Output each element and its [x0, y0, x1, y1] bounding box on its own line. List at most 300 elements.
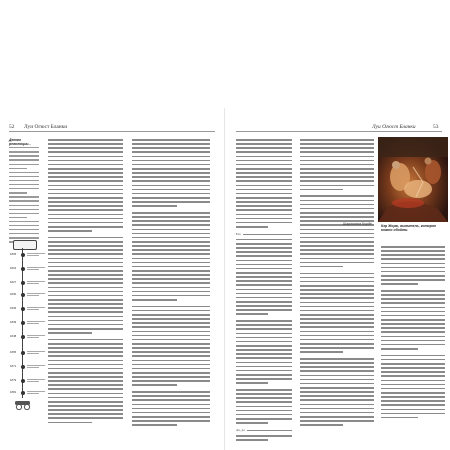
text-line — [236, 389, 292, 391]
text-line — [48, 262, 123, 264]
text-line — [300, 249, 374, 251]
text-line — [381, 271, 445, 273]
text-line — [132, 274, 210, 276]
text-line — [300, 281, 374, 283]
text-line — [236, 222, 292, 224]
text-line — [48, 168, 123, 170]
text-line — [48, 237, 123, 239]
text-line — [132, 185, 210, 187]
text-line — [300, 289, 374, 291]
text-line — [48, 360, 123, 362]
text-line — [132, 253, 210, 255]
left-running-header: Луи Огюст Бланки — [24, 124, 68, 130]
sidebar-text-line — [9, 217, 27, 218]
text-line — [48, 241, 123, 243]
sidebar-text-line — [9, 192, 27, 193]
text-line — [132, 376, 210, 378]
text-line — [381, 250, 445, 252]
text-line — [300, 189, 343, 191]
text-line — [236, 362, 292, 364]
text-line — [48, 147, 123, 149]
sidebar-text-line — [9, 180, 39, 181]
sidebar-title: Детям революции... — [9, 138, 32, 147]
timeline-event — [10, 280, 46, 288]
text-line — [48, 205, 123, 207]
text-line — [236, 251, 292, 253]
text-line — [300, 212, 374, 214]
text-line — [381, 375, 445, 377]
text-line — [48, 164, 123, 166]
text-line — [132, 216, 210, 218]
text-line — [132, 229, 210, 231]
text-line — [300, 245, 374, 247]
text-line — [381, 363, 445, 365]
text-line — [381, 392, 445, 394]
left-page-number: 52 — [9, 124, 15, 130]
text-line — [300, 253, 374, 255]
text-line — [236, 205, 292, 207]
text-line — [48, 320, 123, 322]
text-line — [132, 143, 210, 145]
text-line — [300, 326, 374, 328]
paragraph-lead — [236, 233, 292, 237]
text-line — [132, 322, 210, 324]
text-line — [132, 291, 210, 293]
text-line — [381, 344, 445, 346]
text-line — [132, 224, 210, 226]
text-line — [300, 293, 374, 295]
text-line — [48, 384, 123, 386]
text-line — [48, 316, 123, 318]
text-line — [381, 409, 445, 411]
sidebar-text-line — [9, 225, 39, 226]
text-line — [132, 351, 210, 353]
text-line — [48, 372, 123, 374]
sidebar-text-line — [9, 155, 39, 156]
text-line — [48, 278, 123, 280]
text-line — [48, 307, 123, 309]
text-line — [300, 306, 374, 308]
text-line — [381, 348, 418, 350]
text-line — [236, 209, 292, 211]
text-line — [300, 185, 374, 187]
timeline-year: 1839 — [10, 320, 17, 324]
text-line — [236, 160, 292, 162]
text-line — [381, 311, 445, 313]
text-line — [48, 201, 123, 203]
text-line — [236, 374, 292, 376]
text-line — [236, 305, 292, 307]
timeline — [10, 240, 46, 412]
text-line — [48, 180, 123, 182]
text-line — [381, 371, 445, 373]
text-line — [300, 362, 374, 364]
text-line — [381, 404, 445, 406]
text-line — [300, 347, 374, 349]
sidebar-text-line — [9, 168, 27, 169]
text-line — [48, 253, 123, 255]
timeline-event — [10, 252, 46, 260]
text-line — [300, 408, 374, 410]
text-line — [132, 355, 210, 357]
text-line — [132, 306, 210, 308]
text-line — [236, 345, 292, 347]
text-line — [381, 340, 445, 342]
text-line — [300, 370, 374, 372]
text-line — [132, 295, 210, 297]
text-line — [132, 262, 210, 264]
text-line — [48, 160, 123, 162]
text-line — [48, 351, 123, 353]
text-line — [236, 349, 292, 351]
text-line — [236, 289, 292, 291]
timeline-label — [27, 364, 47, 368]
text-line — [300, 416, 374, 418]
sidebar-text-line — [9, 237, 39, 238]
text-line — [300, 358, 374, 360]
timeline-label — [27, 390, 47, 394]
text-line — [48, 397, 123, 399]
timeline-dot — [21, 293, 25, 297]
sidebar-text-line — [9, 164, 39, 165]
painting-image — [378, 137, 448, 222]
timeline-year: 1836 — [10, 306, 17, 310]
text-line — [236, 406, 292, 408]
timeline-header-icon — [13, 240, 37, 250]
timeline-label — [27, 320, 47, 324]
text-line — [48, 409, 123, 411]
text-line — [381, 254, 445, 256]
text-line — [381, 302, 445, 304]
text-line — [300, 383, 374, 385]
painting-caption-left: Шарлотта Корде — [343, 222, 372, 226]
text-line — [48, 143, 123, 145]
sidebar-text-line — [9, 176, 39, 177]
text-line — [236, 435, 292, 437]
text-line — [132, 197, 210, 199]
sidebar-text-line — [9, 151, 39, 152]
text-line — [48, 295, 123, 297]
text-line — [381, 417, 418, 419]
text-line — [132, 331, 210, 333]
text-line — [132, 212, 210, 214]
timeline-year: 1816 — [10, 266, 17, 270]
timeline-event — [10, 334, 46, 342]
text-line — [236, 309, 292, 311]
sidebar-text — [9, 147, 39, 242]
text-line — [236, 272, 292, 274]
timeline-label — [27, 266, 47, 270]
text-line — [236, 197, 292, 199]
text-line — [132, 339, 210, 341]
text-line — [236, 247, 292, 249]
timeline-year: 1865 — [10, 350, 17, 354]
sidebar-text-line — [9, 184, 39, 185]
right-text-column-3 — [381, 246, 445, 421]
text-line — [236, 301, 292, 303]
text-line — [132, 180, 210, 182]
text-line — [132, 282, 210, 284]
text-line — [300, 241, 374, 243]
text-line — [48, 339, 123, 341]
text-line — [48, 151, 123, 153]
text-line — [300, 375, 374, 377]
text-line — [132, 189, 210, 191]
text-line — [300, 302, 374, 304]
text-line — [132, 258, 210, 260]
text-line — [132, 164, 210, 166]
sidebar-text-line — [9, 233, 39, 234]
text-line — [236, 333, 292, 335]
text-line — [48, 214, 123, 216]
text-line — [300, 343, 374, 345]
text-line — [132, 412, 210, 414]
text-line — [48, 405, 123, 407]
text-line — [381, 279, 445, 281]
timeline-label — [27, 378, 47, 382]
timeline-event — [10, 378, 46, 386]
text-line — [300, 139, 374, 141]
text-line — [381, 298, 445, 300]
text-line — [236, 341, 292, 343]
text-line — [132, 270, 210, 272]
text-line — [300, 314, 374, 316]
text-line — [300, 164, 374, 166]
text-line — [48, 291, 123, 293]
left-text-column-2 — [132, 139, 210, 428]
text-line — [381, 294, 445, 296]
text-line — [48, 176, 123, 178]
text-line — [132, 266, 210, 268]
text-line — [300, 143, 374, 145]
text-line — [381, 258, 445, 260]
text-line — [300, 318, 374, 320]
sidebar-text-line — [9, 213, 39, 214]
text-line — [48, 347, 123, 349]
timeline-event — [10, 364, 46, 372]
text-line — [236, 328, 292, 330]
text-line — [300, 366, 374, 368]
timeline-year: 1805 — [10, 252, 17, 256]
text-line — [300, 147, 374, 149]
text-line — [300, 395, 374, 397]
text-line — [132, 241, 210, 243]
text-line — [236, 378, 292, 380]
text-line — [300, 277, 374, 279]
text-line — [236, 401, 292, 403]
text-line — [132, 278, 210, 280]
timeline-event — [10, 292, 46, 300]
text-line — [48, 185, 123, 187]
text-line — [48, 413, 123, 415]
text-line — [300, 285, 374, 287]
text-line — [300, 195, 374, 197]
text-line — [300, 172, 374, 174]
sidebar-text-line — [9, 159, 39, 160]
text-line — [236, 226, 268, 228]
timeline-year: 1827 — [10, 280, 17, 284]
text-line — [381, 384, 445, 386]
text-line — [132, 364, 210, 366]
text-line — [132, 237, 210, 239]
text-line — [300, 200, 374, 202]
text-line — [381, 359, 445, 361]
text-line — [236, 370, 292, 372]
text-line — [236, 324, 292, 326]
text-line — [300, 404, 374, 406]
right-text-column-2 — [300, 139, 374, 428]
sidebar-text-line — [9, 229, 39, 230]
text-line — [236, 201, 292, 203]
timeline-dot — [21, 281, 25, 285]
timeline-dot — [21, 351, 25, 355]
text-line — [236, 366, 292, 368]
text-line — [236, 313, 268, 315]
right-text-column-1 — [236, 139, 292, 443]
timeline-event — [10, 350, 46, 358]
text-line — [132, 168, 210, 170]
left-text-column-1 — [48, 139, 123, 426]
text-line — [300, 387, 374, 389]
text-line — [300, 331, 374, 333]
text-line — [48, 376, 123, 378]
page-gutter — [224, 108, 225, 450]
text-line — [236, 422, 268, 424]
text-line — [48, 343, 123, 345]
text-line — [236, 143, 292, 145]
text-line — [48, 303, 123, 305]
timeline-year: 1881 — [10, 390, 17, 394]
text-line — [381, 307, 445, 309]
text-line — [381, 400, 445, 402]
text-line — [48, 282, 123, 284]
text-line — [300, 258, 374, 260]
text-line — [48, 189, 123, 191]
text-line — [132, 172, 210, 174]
text-line — [381, 331, 445, 333]
text-line — [132, 314, 210, 316]
timeline-event — [10, 390, 46, 398]
text-line — [381, 267, 445, 269]
text-line — [300, 322, 374, 324]
text-line — [132, 335, 210, 337]
sidebar-text-line — [9, 209, 39, 210]
text-line — [381, 263, 445, 265]
text-line — [132, 380, 210, 382]
text-line — [48, 287, 123, 289]
timeline-dot — [21, 253, 25, 257]
text-line — [236, 180, 292, 182]
text-line — [236, 293, 292, 295]
text-line — [48, 222, 123, 224]
sidebar-text-line — [9, 221, 39, 222]
right-header-rule — [236, 131, 442, 132]
text-line — [236, 243, 292, 245]
text-line — [381, 396, 445, 398]
sidebar-text-line — [9, 200, 39, 201]
text-line — [236, 156, 292, 158]
text-line — [48, 249, 123, 251]
text-line — [48, 230, 92, 232]
text-line — [132, 368, 210, 370]
text-line — [236, 337, 292, 339]
text-line — [300, 180, 374, 182]
sidebar-text-line — [9, 147, 39, 148]
text-line — [48, 226, 123, 228]
text-line — [132, 287, 210, 289]
painting-caption-right: Кэр Жорж, выпитель, которое можно обойти. — [381, 224, 437, 233]
text-line — [132, 318, 210, 320]
text-line — [236, 189, 292, 191]
timeline-dot — [21, 267, 25, 271]
text-line — [381, 319, 445, 321]
text-line — [48, 388, 123, 390]
text-line — [300, 351, 343, 353]
text-line — [132, 384, 177, 386]
text-line — [300, 237, 374, 239]
text-line — [132, 360, 210, 362]
text-line — [48, 380, 123, 382]
text-line — [132, 147, 210, 149]
text-line — [300, 151, 374, 153]
text-line — [300, 266, 343, 268]
text-line — [132, 372, 210, 374]
text-line — [132, 151, 210, 153]
text-line — [300, 391, 374, 393]
text-line — [132, 404, 210, 406]
text-line — [132, 299, 177, 301]
text-line — [300, 424, 343, 426]
text-line — [236, 264, 292, 266]
timeline-year: 1871 — [10, 364, 17, 368]
text-line — [236, 193, 292, 195]
text-line — [132, 193, 210, 195]
text-line — [236, 357, 292, 359]
text-line — [236, 382, 268, 384]
text-line — [48, 193, 123, 195]
text-line — [236, 297, 292, 299]
text-line — [381, 315, 445, 317]
text-line — [236, 164, 292, 166]
text-line — [236, 239, 292, 241]
text-line — [48, 393, 123, 395]
timeline-dot — [21, 307, 25, 311]
text-line — [236, 168, 292, 170]
timeline-year: 1848 — [10, 334, 17, 338]
text-line — [132, 201, 210, 203]
text-line — [132, 205, 177, 207]
sidebar-text-line — [9, 188, 39, 189]
text-line — [48, 311, 123, 313]
text-line — [236, 268, 292, 270]
text-line — [300, 335, 374, 337]
text-line — [236, 276, 292, 278]
text-line — [300, 412, 374, 414]
text-line — [381, 275, 445, 277]
sidebar-text-line — [9, 196, 39, 197]
text-line — [236, 418, 292, 420]
text-line — [48, 324, 123, 326]
text-line — [48, 209, 123, 211]
text-line — [300, 160, 374, 162]
text-line — [300, 229, 374, 231]
text-line — [300, 273, 374, 275]
text-line — [236, 393, 292, 395]
paragraph-lead — [236, 429, 292, 433]
timeline-event — [10, 320, 46, 328]
text-line — [300, 168, 374, 170]
text-line — [236, 176, 292, 178]
